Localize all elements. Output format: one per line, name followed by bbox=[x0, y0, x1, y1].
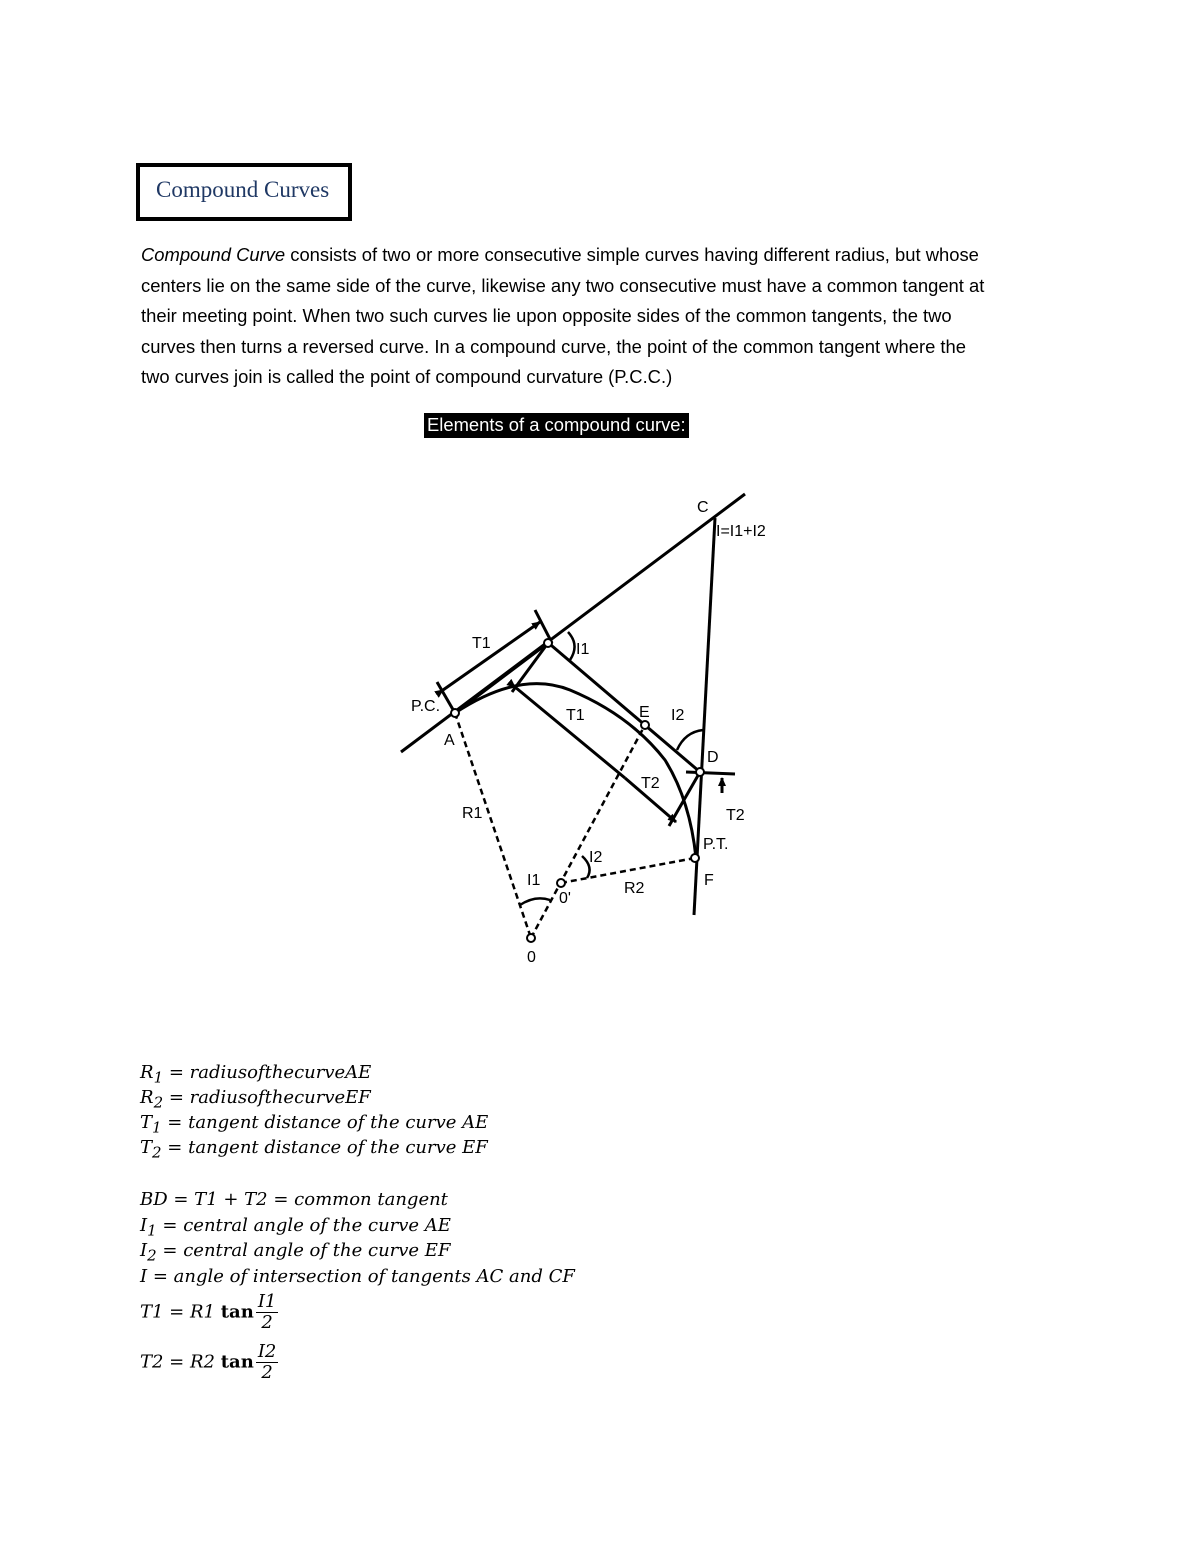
definition-t1: $T_1$ = tangent distance of the curve AE bbox=[140, 1112, 489, 1137]
intro-term: Compound Curve bbox=[141, 244, 286, 265]
point-b bbox=[544, 639, 552, 647]
intro-line-5: two curves join is called the point of compound curvature (P.C.C.) bbox=[141, 366, 673, 387]
point-o-prime bbox=[557, 879, 565, 887]
common-tangent-line bbox=[545, 640, 700, 772]
angle-arc-i2-top bbox=[677, 730, 703, 750]
tangent-tick-d bbox=[686, 772, 735, 774]
intro-line-4: curves then turns a reversed curve. In a compound curve, the point of the common tangent where the bbox=[141, 335, 966, 357]
label-pt: P.T. bbox=[703, 836, 729, 853]
label-i-total: I=I1+I2 bbox=[716, 523, 766, 540]
label-i1-top: I1 bbox=[576, 641, 590, 658]
label-t2-mid: T2 bbox=[641, 775, 660, 792]
label-i2-top: I2 bbox=[671, 707, 685, 724]
label-i1-bottom: I1 bbox=[527, 872, 541, 889]
label-pc: P.C. bbox=[411, 698, 441, 715]
t1-tick-right bbox=[535, 610, 552, 643]
point-o bbox=[527, 934, 535, 942]
radius-r1-ao bbox=[455, 713, 531, 938]
label-d: D bbox=[707, 749, 719, 766]
angle-arc-i1-bottom bbox=[520, 898, 550, 905]
t1-dimension-mid bbox=[515, 687, 625, 778]
label-t2-right: T2 bbox=[726, 807, 745, 824]
definition-t2: $T_2$ = tangent distance of the curve EF bbox=[140, 1137, 488, 1162]
relation-i2: $I_2$ = central angle of the curve EF bbox=[140, 1240, 451, 1265]
label-e: E bbox=[639, 704, 650, 721]
label-c: C bbox=[697, 499, 709, 516]
definition-r1: $R_1$ = radiusofthecurveAE bbox=[140, 1062, 372, 1087]
label-a: A bbox=[444, 732, 455, 749]
point-f bbox=[691, 854, 699, 862]
offset-tick-bottom bbox=[669, 772, 700, 826]
point-d bbox=[696, 768, 704, 776]
label-o: 0 bbox=[527, 949, 536, 966]
relation-i1: $I_1$ = central angle of the curve AE bbox=[140, 1215, 451, 1240]
label-r1: R1 bbox=[462, 805, 483, 822]
intro-line-3: their meeting point. When two such curves lie upon opposite sides of the common tangents, the two bbox=[141, 305, 952, 326]
point-e bbox=[641, 721, 649, 729]
intro-line-1-rest: consists of two or more consecutive simple curves having different radius, but whose bbox=[285, 244, 979, 265]
label-i2-bottom: I2 bbox=[589, 849, 603, 866]
radius-oe bbox=[531, 725, 645, 938]
section-heading: Elements of a compound curve: bbox=[424, 413, 689, 438]
label-t1-top: T1 bbox=[472, 635, 491, 652]
label-f: F bbox=[704, 872, 714, 889]
page-title: Compound Curves bbox=[156, 177, 330, 202]
formula-t2: T2 = R2 tan $\frac{I2}{2}$ bbox=[140, 1341, 277, 1383]
definition-r2: $R_2$ = radiusofthecurveEF bbox=[140, 1087, 371, 1112]
relation-bd: BD = T1 + T2 = common tangent bbox=[140, 1189, 448, 1210]
angle-arc-i1-top bbox=[568, 632, 575, 660]
t1-dimension-top bbox=[443, 622, 540, 690]
intro-line-2: centers lie on the same side of the curve, likewise any two consecutive must have a common tangent at bbox=[141, 274, 985, 296]
formula-t1: T1 = R1 tan $\frac{I1}{2}$ bbox=[140, 1291, 277, 1333]
label-o-prime: 0' bbox=[559, 890, 571, 907]
point-a bbox=[451, 709, 459, 717]
relation-i: I = angle of intersection of tangents AC and CF bbox=[140, 1266, 575, 1287]
fraction-i1-over-2: $\frac{I1}{2}$ bbox=[257, 1291, 277, 1333]
label-t1-mid: T1 bbox=[566, 707, 585, 724]
label-r2: R2 bbox=[624, 880, 645, 897]
fraction-i2-over-2: $\frac{I2}{2}$ bbox=[257, 1341, 277, 1383]
